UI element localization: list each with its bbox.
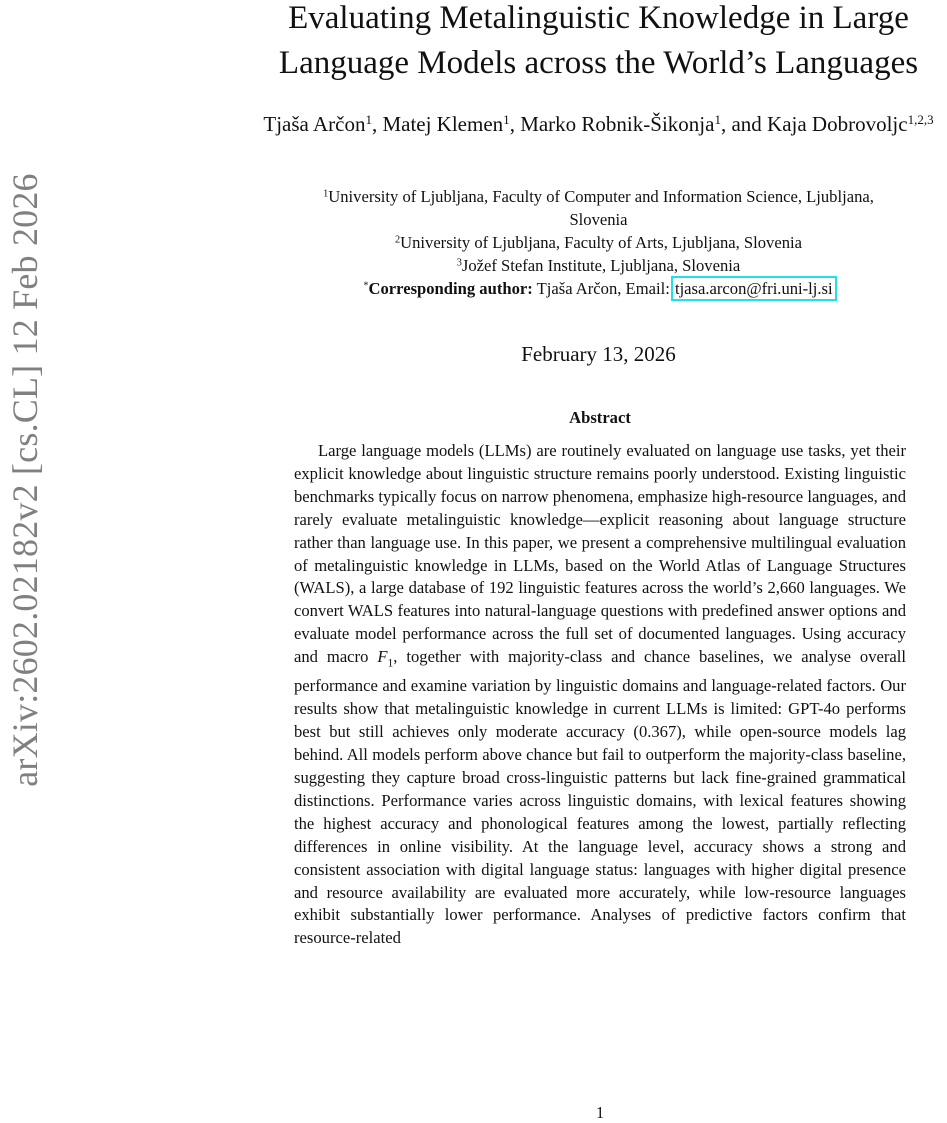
email-link[interactable]: tjasa.arcon@fri.uni-lj.si bbox=[674, 279, 833, 298]
author-affiliation-mark: 1 bbox=[503, 111, 510, 127]
arxiv-stamp-text: arXiv:2602.02182v2 [cs.CL] 12 Feb 2026 bbox=[5, 173, 45, 787]
f1-subscript: 1 bbox=[387, 656, 394, 670]
f1-symbol: F bbox=[377, 647, 388, 667]
publication-date: February 13, 2026 bbox=[521, 342, 676, 366]
author-name: Tjaša Arčon bbox=[263, 112, 366, 136]
author-affiliation-mark: 1,2,3 bbox=[907, 111, 934, 127]
affiliation-text: University of Ljubljana, Faculty of Arts, Ljubljana, Slovenia bbox=[400, 233, 802, 252]
title-line-2: Language Models across the World’s Languages bbox=[278, 45, 919, 81]
affiliation-2 bbox=[250, 231, 947, 254]
author-list bbox=[250, 110, 947, 138]
corresponding-text: Tjaša Arčon, Email: bbox=[532, 279, 674, 298]
abstract-heading: Abstract bbox=[569, 408, 631, 427]
corresponding-author bbox=[250, 277, 947, 300]
affiliation-text: Jožef Stefan Institute, Ljubljana, Slovenia bbox=[461, 256, 741, 275]
author-affiliation-mark: 1 bbox=[365, 111, 372, 127]
abstract-text bbox=[294, 440, 906, 950]
affiliation-3 bbox=[250, 254, 947, 277]
author-separator: , bbox=[509, 112, 521, 136]
corresponding-mark: * bbox=[363, 280, 369, 292]
affiliations bbox=[250, 185, 947, 300]
affiliation-mark: 2 bbox=[394, 234, 401, 246]
affiliation-1 bbox=[250, 185, 947, 208]
paper-title bbox=[250, 0, 947, 86]
page-number: 1 bbox=[595, 1103, 605, 1122]
author-name: Kaja Dobrovoljc bbox=[767, 112, 908, 136]
author-affiliation-mark: 1 bbox=[714, 111, 721, 127]
abstract-text-part-2: , together with majority-class and chance baselines, we analyse overall performance and examine variation by linguistic domains and language-related factors. Our results show that metalinguistic knowledge in current LLMs is limited: GPT-4o performs best but still achieves only moderate accuracy (0.367), while open-source models lag behind. All models perform above chance but fail to outperform the majority-class baseline, suggesting they capture broad cross-linguistic patterns but lack fine-grained grammatical distinctions. Performance varies across linguistic domains, with lexical features showing the highest accuracy and phonological features among the lowest, partially reflecting differences in online visibility. At the language level, accuracy shows a strong and consistent association with digital language status: languages with higher digital presence and resource availability are evaluated more accurately, while low-resource languages exhibit substantially lower performance. Analyses of predictive factors confirm that resource-related bbox=[294, 647, 906, 948]
author-name: Matej Klemen bbox=[382, 112, 504, 136]
author-name: Marko Robnik-Šikonja bbox=[520, 112, 715, 136]
affiliation-mark: 3 bbox=[456, 257, 462, 269]
author-separator: , and bbox=[720, 112, 768, 136]
title-line-1: Evaluating Metalinguistic Knowledge in Large bbox=[288, 0, 909, 36]
arxiv-identifier-stamp bbox=[0, 120, 50, 840]
author-separator: , bbox=[371, 112, 383, 136]
affiliation-mark: 1 bbox=[323, 188, 329, 200]
affiliation-text: University of Ljubljana, Faculty of Computer and Information Science, Ljubljana, bbox=[328, 187, 874, 206]
abstract-text-part-1: Large language models (LLMs) are routinely evaluated on language use tasks, yet their explicit knowledge about linguistic structure remains poorly understood. Existing linguistic benchmarks typically focus on narrow phenomena, emphasize high-resource languages, and rarely evaluate metalinguistic knowledge—explicit reasoning about language structure rather than language use. In this paper, we present a comprehensive multilingual evaluation of metalinguistic knowledge in LLMs, based on the World Atlas of Language Structures (WALS), a large database of 192 linguistic features across the world’s 2,660 languages. We convert WALS features into natural-language questions with predefined answer options and evaluate model performance across the full set of documented languages. Using accuracy and macro bbox=[294, 441, 906, 667]
affiliation-1-continued: Slovenia bbox=[569, 210, 628, 229]
corresponding-label: Corresponding author: bbox=[368, 279, 533, 298]
